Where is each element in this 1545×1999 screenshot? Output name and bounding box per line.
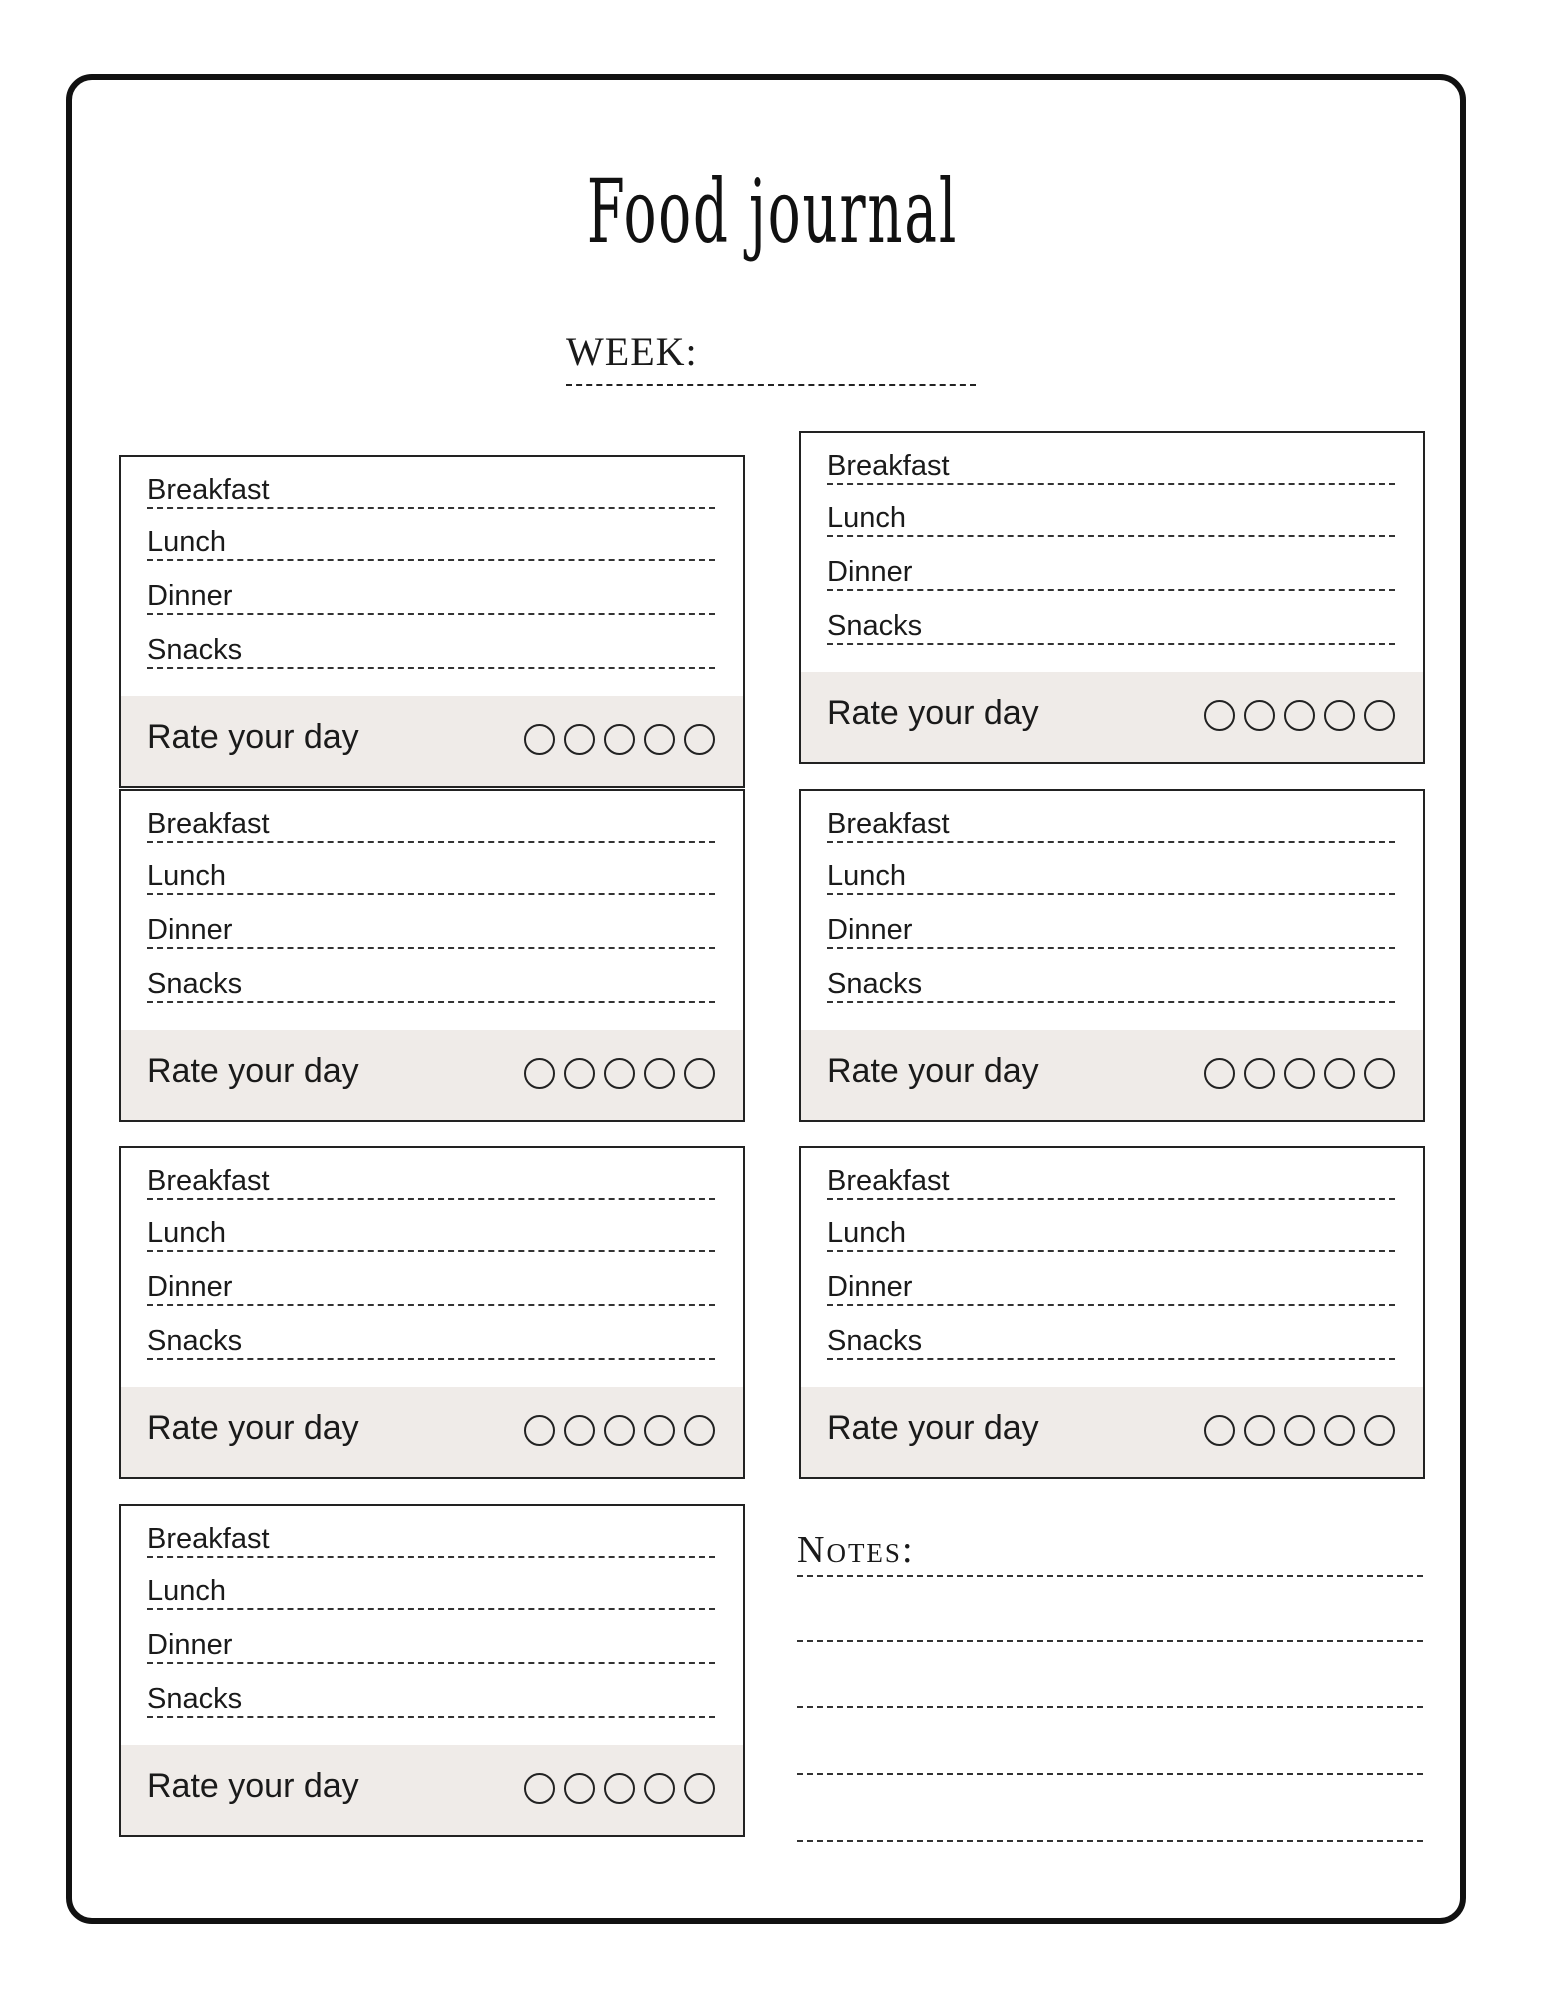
- rating-circle[interactable]: [644, 1773, 675, 1804]
- meal-entry-dinner[interactable]: [827, 907, 1395, 949]
- day-card: [799, 789, 1425, 1122]
- rating-circle[interactable]: [1204, 1058, 1235, 1089]
- rating-circle[interactable]: [1324, 700, 1355, 731]
- meal-label: Snacks: [147, 1683, 243, 1715]
- rating-circle[interactable]: [1244, 1058, 1275, 1089]
- rating-circle[interactable]: [684, 1773, 715, 1804]
- rating-circle[interactable]: [564, 1773, 595, 1804]
- meal-entry-lunch[interactable]: [147, 1568, 715, 1610]
- rating-circles: [524, 1773, 715, 1804]
- rating-circle[interactable]: [684, 1415, 715, 1446]
- rating-circle[interactable]: [644, 724, 675, 755]
- rate-your-day-band: [121, 1745, 743, 1835]
- meal-label: Dinner: [147, 914, 233, 946]
- rating-circle[interactable]: [684, 1058, 715, 1089]
- rating-circle[interactable]: [1284, 1058, 1315, 1089]
- notes-line[interactable]: [797, 1840, 1423, 1842]
- meal-label: Dinner: [827, 1271, 913, 1303]
- rating-circle[interactable]: [564, 724, 595, 755]
- rate-label: Rate your day: [147, 1052, 359, 1090]
- meal-entry-dinner[interactable]: [147, 907, 715, 949]
- notes-line[interactable]: [797, 1706, 1423, 1708]
- meal-entry-dinner[interactable]: [827, 1264, 1395, 1306]
- rating-circle[interactable]: [1244, 1415, 1275, 1446]
- notes-line[interactable]: [797, 1640, 1423, 1642]
- rating-circle[interactable]: [1324, 1415, 1355, 1446]
- rate-label: Rate your day: [827, 1409, 1039, 1447]
- page-title: Food journal: [586, 160, 959, 263]
- meal-entry-breakfast[interactable]: [147, 467, 715, 509]
- meal-entry-snacks[interactable]: [147, 627, 715, 669]
- meal-label: Snacks: [147, 1325, 243, 1357]
- day-card: [119, 1146, 745, 1479]
- meal-label: Breakfast: [827, 450, 950, 482]
- meal-entry-snacks[interactable]: [147, 1676, 715, 1718]
- meal-entry-lunch[interactable]: [147, 519, 715, 561]
- rate-label: Rate your day: [147, 1409, 359, 1447]
- rate-your-day-band: [121, 1387, 743, 1477]
- rating-circle[interactable]: [1244, 700, 1275, 731]
- day-card: [799, 431, 1425, 764]
- meal-label: Lunch: [147, 1217, 227, 1249]
- meal-entry-snacks[interactable]: [147, 1318, 715, 1360]
- rating-circle[interactable]: [644, 1058, 675, 1089]
- rating-circles: [1204, 1058, 1395, 1089]
- rating-circle[interactable]: [564, 1415, 595, 1446]
- rate-label: Rate your day: [147, 718, 359, 756]
- meal-entry-dinner[interactable]: [147, 1264, 715, 1306]
- meal-label: Lunch: [827, 1217, 907, 1249]
- meal-entry-lunch[interactable]: [827, 1210, 1395, 1252]
- rating-circle[interactable]: [1204, 700, 1235, 731]
- rating-circle[interactable]: [644, 1415, 675, 1446]
- rate-your-day-band: [801, 672, 1423, 762]
- rate-your-day-band: [121, 696, 743, 786]
- rating-circle[interactable]: [604, 1058, 635, 1089]
- week-label: WEEK:: [566, 329, 698, 374]
- rating-circles: [1204, 700, 1395, 731]
- meal-label: Dinner: [147, 580, 233, 612]
- meal-entry-snacks[interactable]: [147, 961, 715, 1003]
- day-card: [119, 789, 745, 1122]
- meal-entry-snacks[interactable]: [827, 603, 1395, 645]
- meal-label: Lunch: [147, 526, 227, 558]
- meal-entry-lunch[interactable]: [827, 495, 1395, 537]
- meal-label: Dinner: [827, 556, 913, 588]
- notes-label: Notes:: [797, 1529, 915, 1571]
- rating-circle[interactable]: [1324, 1058, 1355, 1089]
- meal-label: Lunch: [147, 860, 227, 892]
- meal-entry-lunch[interactable]: [827, 853, 1395, 895]
- meal-entry-dinner[interactable]: [827, 549, 1395, 591]
- meal-label: Dinner: [147, 1629, 233, 1661]
- rating-circle[interactable]: [1284, 700, 1315, 731]
- meal-label: Breakfast: [827, 808, 950, 840]
- rating-circle[interactable]: [524, 1773, 555, 1804]
- meal-entry-lunch[interactable]: [147, 853, 715, 895]
- meal-entry-snacks[interactable]: [827, 961, 1395, 1003]
- rating-circle[interactable]: [1284, 1415, 1315, 1446]
- rating-circle[interactable]: [604, 1415, 635, 1446]
- meal-entry-breakfast[interactable]: [147, 1516, 715, 1558]
- rating-circle[interactable]: [1364, 1058, 1395, 1089]
- meal-label: Snacks: [147, 634, 243, 666]
- meal-label: Breakfast: [827, 1165, 950, 1197]
- rate-your-day-band: [121, 1030, 743, 1120]
- notes-line[interactable]: [797, 1575, 1423, 1577]
- rating-circle[interactable]: [1364, 1415, 1395, 1446]
- day-card: [799, 1146, 1425, 1479]
- meal-entry-breakfast[interactable]: [827, 801, 1395, 843]
- meal-entry-breakfast[interactable]: [827, 1158, 1395, 1200]
- meal-label: Dinner: [147, 1271, 233, 1303]
- rate-label: Rate your day: [827, 694, 1039, 732]
- meal-entry-lunch[interactable]: [147, 1210, 715, 1252]
- meal-entry-breakfast[interactable]: [147, 801, 715, 843]
- meal-label: Breakfast: [147, 808, 270, 840]
- rating-circle[interactable]: [1204, 1415, 1235, 1446]
- rating-circle[interactable]: [1364, 700, 1395, 731]
- meal-label: Lunch: [827, 502, 907, 534]
- meal-label: Snacks: [827, 968, 923, 1000]
- meal-label: Snacks: [827, 610, 923, 642]
- meal-label: Lunch: [147, 1575, 227, 1607]
- meal-entry-breakfast[interactable]: [147, 1158, 715, 1200]
- notes-line[interactable]: [797, 1773, 1423, 1775]
- rating-circles: [524, 1058, 715, 1089]
- rating-circle[interactable]: [604, 724, 635, 755]
- rating-circle[interactable]: [564, 1058, 595, 1089]
- day-card: [119, 1504, 745, 1837]
- rating-circle[interactable]: [684, 724, 715, 755]
- rate-label: Rate your day: [827, 1052, 1039, 1090]
- day-card: [119, 455, 745, 788]
- meal-label: Snacks: [827, 1325, 923, 1357]
- rating-circle[interactable]: [524, 724, 555, 755]
- meal-label: Breakfast: [147, 1165, 270, 1197]
- rating-circles: [524, 724, 715, 755]
- rate-your-day-band: [801, 1387, 1423, 1477]
- rate-label: Rate your day: [147, 1767, 359, 1805]
- meal-entry-breakfast[interactable]: [827, 443, 1395, 485]
- meal-label: Lunch: [827, 860, 907, 892]
- rating-circle[interactable]: [524, 1058, 555, 1089]
- meal-label: Snacks: [147, 968, 243, 1000]
- meal-label: Breakfast: [147, 1523, 270, 1555]
- meal-entry-dinner[interactable]: [147, 573, 715, 615]
- meal-label: Dinner: [827, 914, 913, 946]
- meal-entry-dinner[interactable]: [147, 1622, 715, 1664]
- rating-circle[interactable]: [604, 1773, 635, 1804]
- meal-entry-snacks[interactable]: [827, 1318, 1395, 1360]
- rating-circle[interactable]: [524, 1415, 555, 1446]
- rating-circles: [1204, 1415, 1395, 1446]
- rate-your-day-band: [801, 1030, 1423, 1120]
- meal-label: Breakfast: [147, 474, 270, 506]
- rating-circles: [524, 1415, 715, 1446]
- week-field[interactable]: [566, 328, 976, 386]
